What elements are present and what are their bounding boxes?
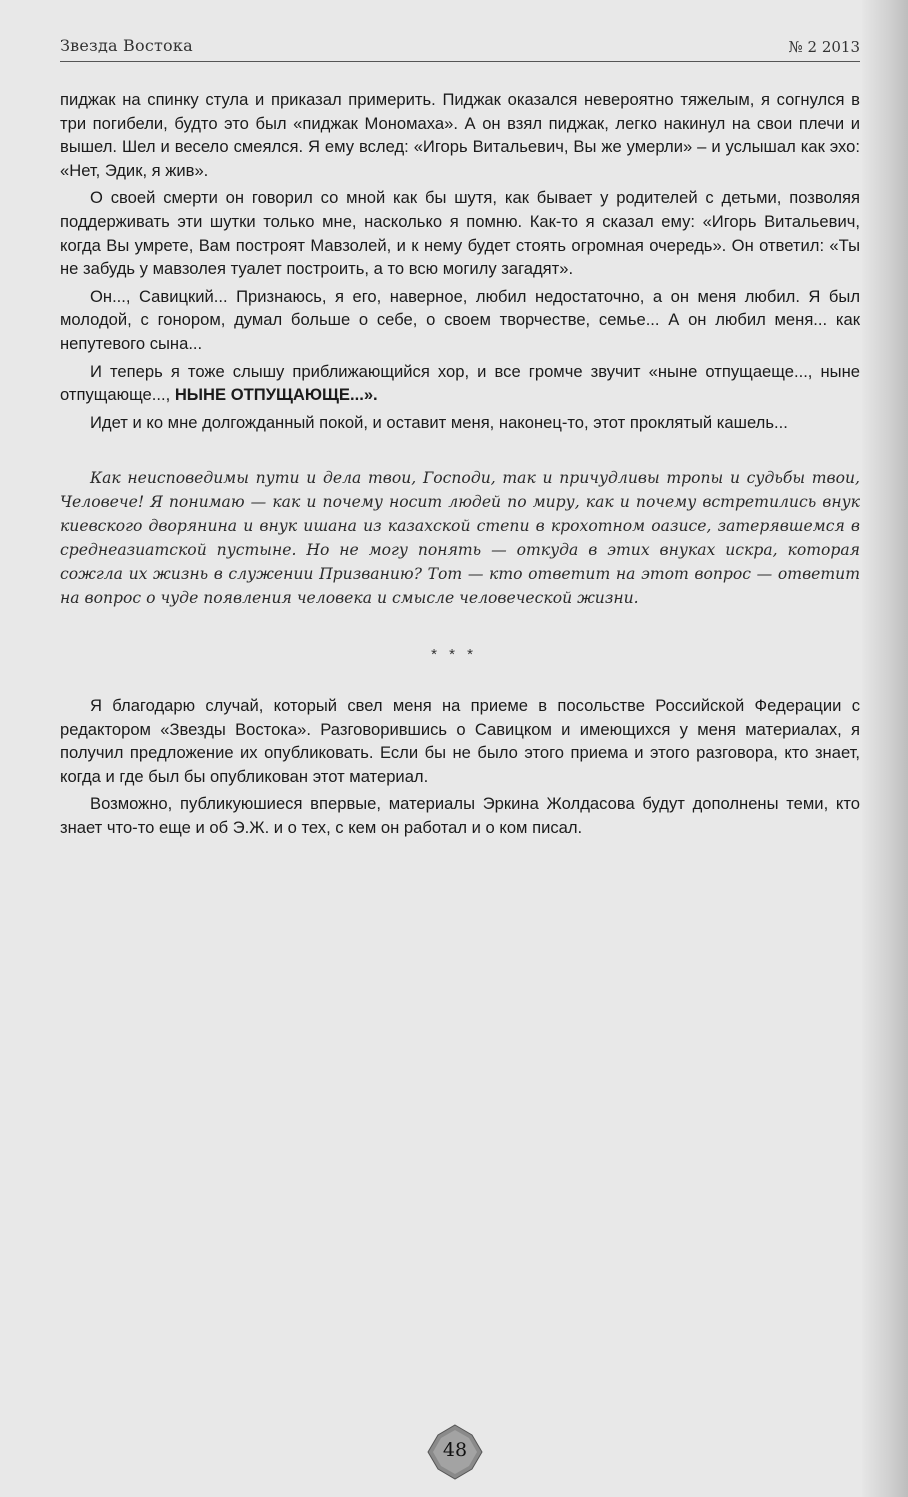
paragraph: О своей смерти он говорил со мной как бы шутя, как бывает у родителей с детьми, позволяя поддерживать эти шутки только мне, насколько я помню. Как-то я сказал ему: «Игорь Витальевич, когда Вы умрете, Вам построят Мавзолей, и к нему будет стоять огромная очередь». Он ответил: «Ты не забудь у мавзолея туалет построить, а то всю могилу загадят».	[60, 188, 860, 279]
paragraph: пиджак на спинку стула и приказал примерить. Пиджак оказался невероятно тяжелым, я согнулся в три погибели, будто это был «пиджак Мономаха». А он взял пиджак, легко накинул на свои плечи и вышел. Шел и весело смеялся. Я ему вслед: «Игорь Витальевич, Вы же умерли» – и услышал как эхо: «Нет, Эдик, я жив».	[60, 90, 860, 180]
running-header	[60, 34, 860, 60]
paragraph: Возможно, публикуюшиеся впервые, материалы Эркина Жолдасова будут дополнены теми, кто знает что-то еще и об Э.Ж. и о тех, с кем он работал и о ком писал.	[60, 794, 860, 837]
italic-passage: Как неисповедимы пути и дела твои, Господи, так и причудливы тропы и судьбы твои, Человече! Я понимаю — как и почему носит людей по миру, как и почему встретились внук киевского дворянина и внук ишана из казахской степи в крохотном оазисе, затерявшемся в среднеазиатской пустыне. Но не могу понять — откуда в этих внуках искра, которая сожгла их жизнь в служении Призванию? Тот — кто ответит на этот вопрос — ответит на вопрос о чуде появления человека и смысле человеческой жизни.	[60, 469, 860, 607]
page-edge-shadow	[862, 0, 908, 1497]
page-number: 48	[442, 1439, 468, 1461]
journal-title: Звезда Востока	[60, 36, 193, 55]
main-text-bottom	[60, 694, 860, 844]
paragraph: Идет и ко мне долгожданный покой, и оставит меня, наконец-то, этот проклятый кашель...	[90, 412, 788, 432]
main-text-top	[60, 88, 860, 438]
issue-number: № 2 2013	[788, 38, 860, 56]
paragraph: Я благодарю случай, который свел меня на приеме в посольстве Российской Федерации с редактором «Звезды Востока». Разговорившись о Савицком и имеющихся у меня материалах, я получил предложение их опубликовать. Если бы не было этого приема и этого разговора, кто знает, когда и где был бы опубликован этот материал.	[60, 696, 860, 786]
chorus-text: И теперь я тоже слышу приближающийся хор, и все громче звучит «ныне отпущаеще..., ныне отпущающе...,	[60, 361, 860, 405]
paragraph: Он..., Савицкий... Признаюсь, я его, наверное, любил недостаточно, а он меня любил. Я был молодой, с гонором, думал больше о себе, о своем творчестве, семье... А он любил меня... как непутевого сына...	[60, 286, 860, 353]
header-rule	[60, 61, 860, 62]
paragraph-chorus	[60, 360, 860, 407]
page-number-badge	[426, 1423, 484, 1481]
chorus-bold-text: НЫНЕ ОТПУЩАЮЩЕ...».	[174, 385, 378, 405]
section-separator: * * *	[431, 646, 477, 663]
